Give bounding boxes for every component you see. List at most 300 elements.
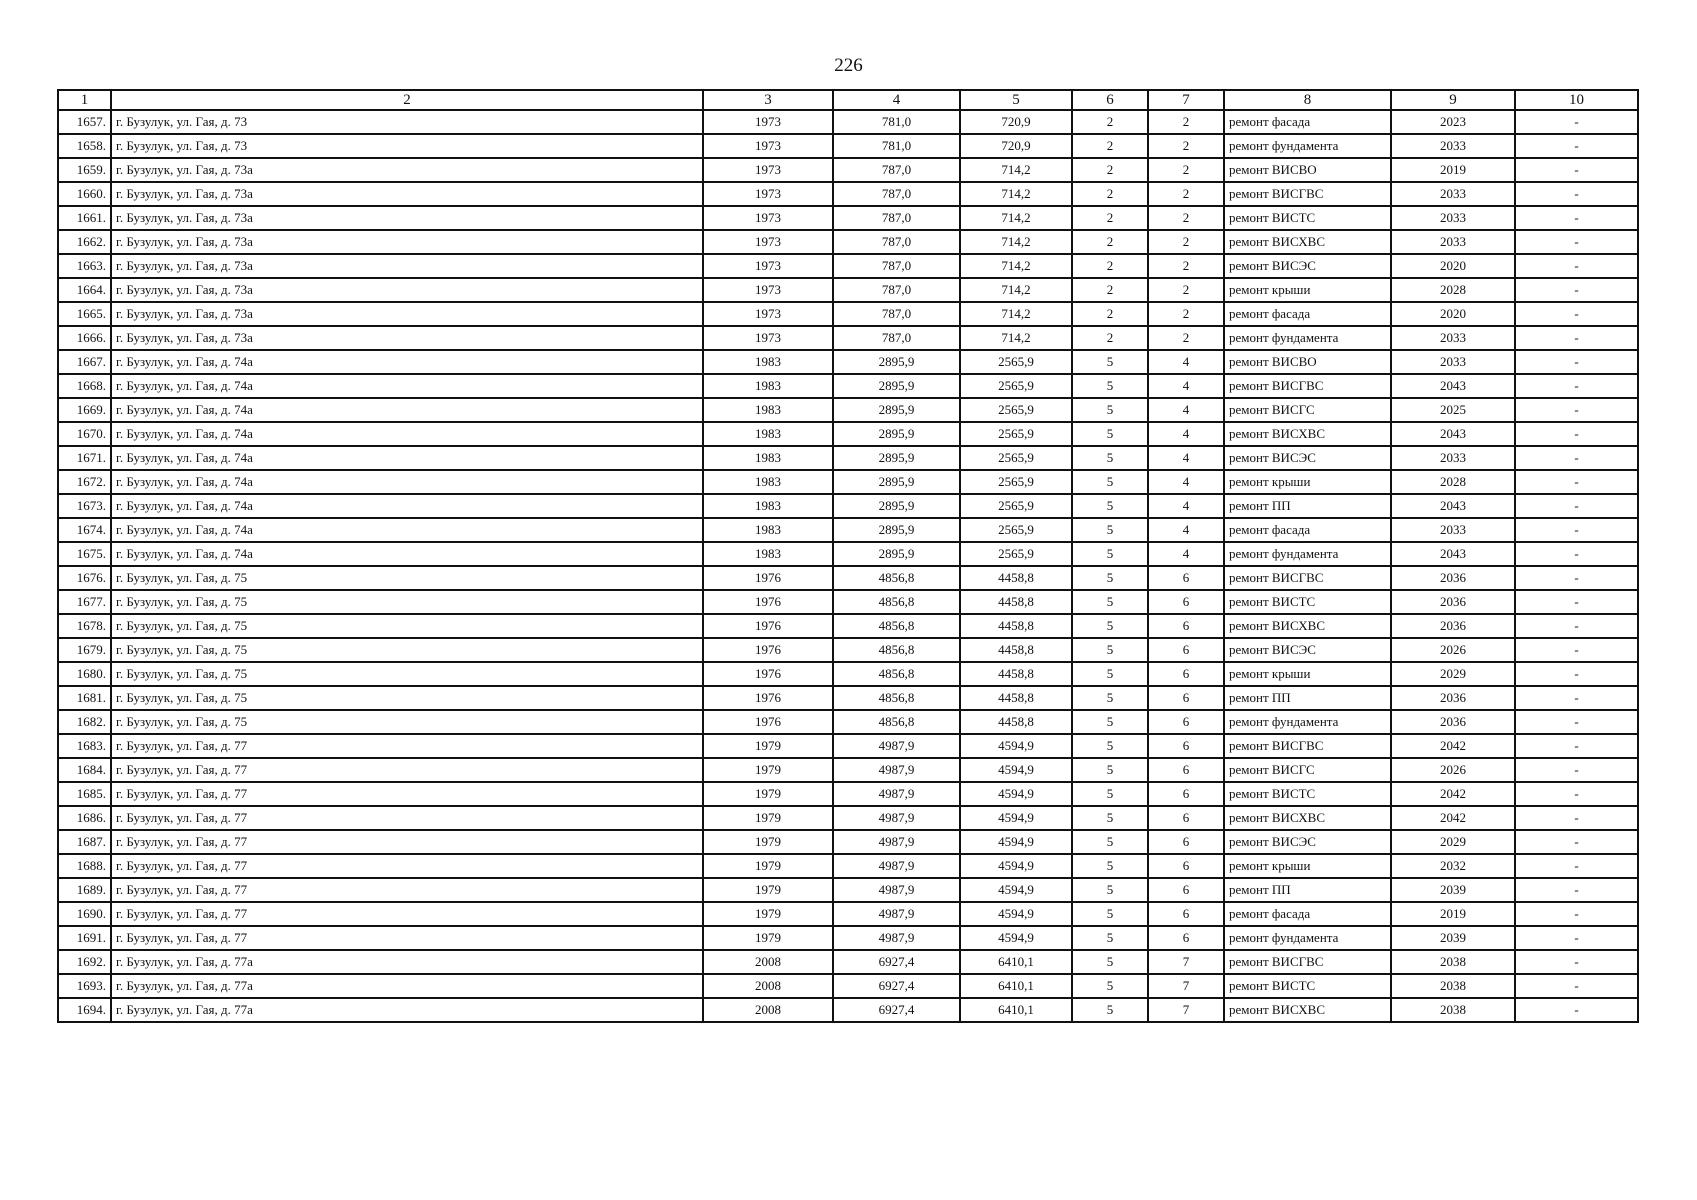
note-cell: - xyxy=(1515,710,1638,734)
note-cell: - xyxy=(1515,326,1638,350)
table-row xyxy=(58,638,1638,662)
living-area-cell: 4594,9 xyxy=(960,830,1072,854)
note-cell: - xyxy=(1515,134,1638,158)
planned-year-cell: 2033 xyxy=(1391,350,1515,374)
work-type-cell: ремонт ВИСТС xyxy=(1224,782,1391,806)
year-built-cell: 1979 xyxy=(703,854,833,878)
year-built-cell: 1973 xyxy=(703,230,833,254)
planned-year-cell: 2023 xyxy=(1391,110,1515,134)
floors-cell: 5 xyxy=(1072,686,1148,710)
table-row xyxy=(58,614,1638,638)
floors-cell: 5 xyxy=(1072,518,1148,542)
floors-cell: 5 xyxy=(1072,926,1148,950)
work-type-cell: ремонт ВИСХВС xyxy=(1224,422,1391,446)
address-cell: г. Бузулук, ул. Гая, д. 77 xyxy=(111,854,703,878)
planned-year-cell: 2033 xyxy=(1391,446,1515,470)
note-cell: - xyxy=(1515,350,1638,374)
planned-year-cell: 2043 xyxy=(1391,494,1515,518)
row-number-cell: 1668. xyxy=(58,374,111,398)
living-area-cell: 714,2 xyxy=(960,158,1072,182)
address-cell: г. Бузулук, ул. Гая, д. 77 xyxy=(111,902,703,926)
year-built-cell: 1979 xyxy=(703,878,833,902)
row-number-cell: 1679. xyxy=(58,638,111,662)
living-area-cell: 4594,9 xyxy=(960,782,1072,806)
work-type-cell: ремонт ВИСЭС xyxy=(1224,446,1391,470)
total-area-cell: 4987,9 xyxy=(833,782,960,806)
column-header-3: 3 xyxy=(703,90,833,110)
floors-cell: 5 xyxy=(1072,614,1148,638)
entrances-cell: 6 xyxy=(1148,662,1224,686)
row-number-cell: 1677. xyxy=(58,590,111,614)
row-number-cell: 1686. xyxy=(58,806,111,830)
floors-cell: 5 xyxy=(1072,638,1148,662)
address-cell: г. Бузулук, ул. Гая, д. 74а xyxy=(111,470,703,494)
row-number-cell: 1687. xyxy=(58,830,111,854)
planned-year-cell: 2019 xyxy=(1391,158,1515,182)
year-built-cell: 1983 xyxy=(703,542,833,566)
row-number-cell: 1689. xyxy=(58,878,111,902)
entrances-cell: 7 xyxy=(1148,998,1224,1022)
address-cell: г. Бузулук, ул. Гая, д. 73а xyxy=(111,326,703,350)
year-built-cell: 1973 xyxy=(703,278,833,302)
note-cell: - xyxy=(1515,446,1638,470)
table-row xyxy=(58,158,1638,182)
living-area-cell: 4594,9 xyxy=(960,902,1072,926)
table-row xyxy=(58,422,1638,446)
address-cell: г. Бузулук, ул. Гая, д. 73а xyxy=(111,182,703,206)
floors-cell: 5 xyxy=(1072,734,1148,758)
planned-year-cell: 2036 xyxy=(1391,686,1515,710)
entrances-cell: 4 xyxy=(1148,398,1224,422)
table-row xyxy=(58,326,1638,350)
living-area-cell: 4594,9 xyxy=(960,734,1072,758)
entrances-cell: 2 xyxy=(1148,182,1224,206)
floors-cell: 5 xyxy=(1072,782,1148,806)
living-area-cell: 6410,1 xyxy=(960,974,1072,998)
table-row xyxy=(58,806,1638,830)
column-header-5: 5 xyxy=(960,90,1072,110)
planned-year-cell: 2043 xyxy=(1391,422,1515,446)
note-cell: - xyxy=(1515,566,1638,590)
planned-year-cell: 2038 xyxy=(1391,950,1515,974)
note-cell: - xyxy=(1515,422,1638,446)
work-type-cell: ремонт ВИСГС xyxy=(1224,398,1391,422)
living-area-cell: 2565,9 xyxy=(960,350,1072,374)
living-area-cell: 4458,8 xyxy=(960,566,1072,590)
entrances-cell: 4 xyxy=(1148,446,1224,470)
address-cell: г. Бузулук, ул. Гая, д. 77 xyxy=(111,806,703,830)
floors-cell: 5 xyxy=(1072,566,1148,590)
year-built-cell: 1973 xyxy=(703,302,833,326)
work-type-cell: ремонт ВИСХВС xyxy=(1224,806,1391,830)
work-type-cell: ремонт ВИСЭС xyxy=(1224,830,1391,854)
entrances-cell: 6 xyxy=(1148,854,1224,878)
living-area-cell: 4594,9 xyxy=(960,926,1072,950)
total-area-cell: 6927,4 xyxy=(833,950,960,974)
note-cell: - xyxy=(1515,758,1638,782)
work-type-cell: ремонт ПП xyxy=(1224,686,1391,710)
year-built-cell: 1983 xyxy=(703,374,833,398)
row-number-cell: 1685. xyxy=(58,782,111,806)
row-number-cell: 1682. xyxy=(58,710,111,734)
total-area-cell: 787,0 xyxy=(833,206,960,230)
year-built-cell: 1983 xyxy=(703,494,833,518)
table-row xyxy=(58,758,1638,782)
table-row xyxy=(58,566,1638,590)
year-built-cell: 1983 xyxy=(703,422,833,446)
address-cell: г. Бузулук, ул. Гая, д. 75 xyxy=(111,590,703,614)
table-row xyxy=(58,710,1638,734)
table-row xyxy=(58,494,1638,518)
living-area-cell: 2565,9 xyxy=(960,542,1072,566)
planned-year-cell: 2036 xyxy=(1391,566,1515,590)
table-header-row xyxy=(58,90,1638,110)
living-area-cell: 714,2 xyxy=(960,326,1072,350)
total-area-cell: 4856,8 xyxy=(833,686,960,710)
total-area-cell: 2895,9 xyxy=(833,470,960,494)
address-cell: г. Бузулук, ул. Гая, д. 77а xyxy=(111,974,703,998)
year-built-cell: 1979 xyxy=(703,806,833,830)
year-built-cell: 1983 xyxy=(703,398,833,422)
planned-year-cell: 2032 xyxy=(1391,854,1515,878)
living-area-cell: 714,2 xyxy=(960,302,1072,326)
year-built-cell: 1983 xyxy=(703,518,833,542)
entrances-cell: 6 xyxy=(1148,590,1224,614)
entrances-cell: 4 xyxy=(1148,350,1224,374)
entrances-cell: 6 xyxy=(1148,614,1224,638)
note-cell: - xyxy=(1515,950,1638,974)
floors-cell: 5 xyxy=(1072,878,1148,902)
row-number-cell: 1659. xyxy=(58,158,111,182)
planned-year-cell: 2039 xyxy=(1391,878,1515,902)
entrances-cell: 2 xyxy=(1148,230,1224,254)
address-cell: г. Бузулук, ул. Гая, д. 73а xyxy=(111,278,703,302)
floors-cell: 5 xyxy=(1072,446,1148,470)
living-area-cell: 4458,8 xyxy=(960,590,1072,614)
note-cell: - xyxy=(1515,638,1638,662)
living-area-cell: 714,2 xyxy=(960,278,1072,302)
address-cell: г. Бузулук, ул. Гая, д. 73а xyxy=(111,206,703,230)
work-type-cell: ремонт ВИСГС xyxy=(1224,758,1391,782)
note-cell: - xyxy=(1515,182,1638,206)
year-built-cell: 1976 xyxy=(703,590,833,614)
table-row xyxy=(58,734,1638,758)
floors-cell: 2 xyxy=(1072,134,1148,158)
entrances-cell: 6 xyxy=(1148,878,1224,902)
address-cell: г. Бузулук, ул. Гая, д. 73а xyxy=(111,158,703,182)
year-built-cell: 1979 xyxy=(703,926,833,950)
total-area-cell: 2895,9 xyxy=(833,422,960,446)
row-number-cell: 1678. xyxy=(58,614,111,638)
note-cell: - xyxy=(1515,302,1638,326)
living-area-cell: 4594,9 xyxy=(960,758,1072,782)
total-area-cell: 4856,8 xyxy=(833,710,960,734)
floors-cell: 2 xyxy=(1072,182,1148,206)
planned-year-cell: 2020 xyxy=(1391,254,1515,278)
total-area-cell: 4987,9 xyxy=(833,830,960,854)
work-type-cell: ремонт фасада xyxy=(1224,902,1391,926)
note-cell: - xyxy=(1515,470,1638,494)
note-cell: - xyxy=(1515,806,1638,830)
table-row xyxy=(58,782,1638,806)
living-area-cell: 2565,9 xyxy=(960,446,1072,470)
work-type-cell: ремонт ВИСГВС xyxy=(1224,950,1391,974)
planned-year-cell: 2039 xyxy=(1391,926,1515,950)
total-area-cell: 2895,9 xyxy=(833,494,960,518)
floors-cell: 5 xyxy=(1072,398,1148,422)
floors-cell: 5 xyxy=(1072,422,1148,446)
planned-year-cell: 2019 xyxy=(1391,902,1515,926)
row-number-cell: 1663. xyxy=(58,254,111,278)
table-row xyxy=(58,878,1638,902)
total-area-cell: 4856,8 xyxy=(833,590,960,614)
total-area-cell: 6927,4 xyxy=(833,974,960,998)
entrances-cell: 4 xyxy=(1148,470,1224,494)
address-cell: г. Бузулук, ул. Гая, д. 74а xyxy=(111,494,703,518)
year-built-cell: 1973 xyxy=(703,158,833,182)
note-cell: - xyxy=(1515,854,1638,878)
note-cell: - xyxy=(1515,398,1638,422)
year-built-cell: 1979 xyxy=(703,830,833,854)
table-row xyxy=(58,950,1638,974)
table-row xyxy=(58,350,1638,374)
table-row xyxy=(58,686,1638,710)
floors-cell: 5 xyxy=(1072,374,1148,398)
living-area-cell: 714,2 xyxy=(960,182,1072,206)
row-number-cell: 1666. xyxy=(58,326,111,350)
living-area-cell: 2565,9 xyxy=(960,518,1072,542)
work-type-cell: ремонт ВИСХВС xyxy=(1224,998,1391,1022)
table-row xyxy=(58,302,1638,326)
living-area-cell: 714,2 xyxy=(960,206,1072,230)
note-cell: - xyxy=(1515,902,1638,926)
total-area-cell: 781,0 xyxy=(833,110,960,134)
table-row xyxy=(58,830,1638,854)
row-number-cell: 1657. xyxy=(58,110,111,134)
total-area-cell: 4987,9 xyxy=(833,758,960,782)
row-number-cell: 1693. xyxy=(58,974,111,998)
floors-cell: 5 xyxy=(1072,998,1148,1022)
address-cell: г. Бузулук, ул. Гая, д. 75 xyxy=(111,566,703,590)
total-area-cell: 6927,4 xyxy=(833,998,960,1022)
entrances-cell: 4 xyxy=(1148,422,1224,446)
entrances-cell: 2 xyxy=(1148,326,1224,350)
living-area-cell: 6410,1 xyxy=(960,950,1072,974)
row-number-cell: 1684. xyxy=(58,758,111,782)
total-area-cell: 4856,8 xyxy=(833,662,960,686)
planned-year-cell: 2020 xyxy=(1391,302,1515,326)
table-row xyxy=(58,854,1638,878)
total-area-cell: 4856,8 xyxy=(833,614,960,638)
planned-year-cell: 2036 xyxy=(1391,614,1515,638)
floors-cell: 5 xyxy=(1072,494,1148,518)
living-area-cell: 2565,9 xyxy=(960,422,1072,446)
note-cell: - xyxy=(1515,974,1638,998)
living-area-cell: 2565,9 xyxy=(960,470,1072,494)
living-area-cell: 720,9 xyxy=(960,134,1072,158)
floors-cell: 5 xyxy=(1072,758,1148,782)
year-built-cell: 2008 xyxy=(703,974,833,998)
year-built-cell: 1979 xyxy=(703,758,833,782)
table-body xyxy=(58,110,1638,1022)
total-area-cell: 4987,9 xyxy=(833,902,960,926)
address-cell: г. Бузулук, ул. Гая, д. 73а xyxy=(111,302,703,326)
table-row xyxy=(58,518,1638,542)
year-built-cell: 2008 xyxy=(703,950,833,974)
address-cell: г. Бузулук, ул. Гая, д. 77 xyxy=(111,758,703,782)
floors-cell: 5 xyxy=(1072,830,1148,854)
row-number-cell: 1661. xyxy=(58,206,111,230)
floors-cell: 2 xyxy=(1072,230,1148,254)
entrances-cell: 6 xyxy=(1148,734,1224,758)
total-area-cell: 4856,8 xyxy=(833,638,960,662)
note-cell: - xyxy=(1515,158,1638,182)
floors-cell: 2 xyxy=(1072,206,1148,230)
floors-cell: 2 xyxy=(1072,158,1148,182)
planned-year-cell: 2038 xyxy=(1391,998,1515,1022)
note-cell: - xyxy=(1515,230,1638,254)
note-cell: - xyxy=(1515,374,1638,398)
floors-cell: 5 xyxy=(1072,854,1148,878)
note-cell: - xyxy=(1515,998,1638,1022)
work-type-cell: ремонт фундамента xyxy=(1224,542,1391,566)
living-area-cell: 4458,8 xyxy=(960,710,1072,734)
planned-year-cell: 2026 xyxy=(1391,758,1515,782)
column-header-8: 8 xyxy=(1224,90,1391,110)
page-number: 226 xyxy=(834,55,863,76)
address-cell: г. Бузулук, ул. Гая, д. 73 xyxy=(111,134,703,158)
total-area-cell: 2895,9 xyxy=(833,446,960,470)
planned-year-cell: 2026 xyxy=(1391,638,1515,662)
address-cell: г. Бузулук, ул. Гая, д. 74а xyxy=(111,374,703,398)
row-number-cell: 1675. xyxy=(58,542,111,566)
address-cell: г. Бузулук, ул. Гая, д. 75 xyxy=(111,686,703,710)
row-number-cell: 1692. xyxy=(58,950,111,974)
living-area-cell: 4458,8 xyxy=(960,662,1072,686)
planned-year-cell: 2033 xyxy=(1391,182,1515,206)
note-cell: - xyxy=(1515,878,1638,902)
total-area-cell: 787,0 xyxy=(833,158,960,182)
entrances-cell: 6 xyxy=(1148,806,1224,830)
row-number-cell: 1665. xyxy=(58,302,111,326)
total-area-cell: 2895,9 xyxy=(833,518,960,542)
work-type-cell: ремонт ВИСГВС xyxy=(1224,374,1391,398)
floors-cell: 2 xyxy=(1072,278,1148,302)
work-type-cell: ремонт ВИСГВС xyxy=(1224,182,1391,206)
address-cell: г. Бузулук, ул. Гая, д. 77а xyxy=(111,950,703,974)
note-cell: - xyxy=(1515,926,1638,950)
work-type-cell: ремонт фасада xyxy=(1224,302,1391,326)
work-type-cell: ремонт крыши xyxy=(1224,470,1391,494)
address-cell: г. Бузулук, ул. Гая, д. 77 xyxy=(111,782,703,806)
entrances-cell: 2 xyxy=(1148,134,1224,158)
floors-cell: 5 xyxy=(1072,902,1148,926)
year-built-cell: 1973 xyxy=(703,110,833,134)
entrances-cell: 2 xyxy=(1148,158,1224,182)
year-built-cell: 1976 xyxy=(703,662,833,686)
table-row xyxy=(58,902,1638,926)
planned-year-cell: 2029 xyxy=(1391,662,1515,686)
floors-cell: 2 xyxy=(1072,326,1148,350)
planned-year-cell: 2036 xyxy=(1391,590,1515,614)
note-cell: - xyxy=(1515,614,1638,638)
work-type-cell: ремонт ВИСТС xyxy=(1224,974,1391,998)
work-type-cell: ремонт ПП xyxy=(1224,494,1391,518)
note-cell: - xyxy=(1515,206,1638,230)
year-built-cell: 1973 xyxy=(703,182,833,206)
table-row xyxy=(58,446,1638,470)
floors-cell: 5 xyxy=(1072,974,1148,998)
entrances-cell: 4 xyxy=(1148,374,1224,398)
planned-year-cell: 2033 xyxy=(1391,134,1515,158)
entrances-cell: 6 xyxy=(1148,710,1224,734)
table-row xyxy=(58,254,1638,278)
work-type-cell: ремонт фундамента xyxy=(1224,926,1391,950)
entrances-cell: 2 xyxy=(1148,110,1224,134)
total-area-cell: 2895,9 xyxy=(833,350,960,374)
total-area-cell: 2895,9 xyxy=(833,542,960,566)
floors-cell: 2 xyxy=(1072,302,1148,326)
address-cell: г. Бузулук, ул. Гая, д. 77 xyxy=(111,926,703,950)
note-cell: - xyxy=(1515,518,1638,542)
column-header-10: 10 xyxy=(1515,90,1638,110)
floors-cell: 5 xyxy=(1072,470,1148,494)
column-header-2: 2 xyxy=(111,90,703,110)
planned-year-cell: 2033 xyxy=(1391,326,1515,350)
table-row xyxy=(58,542,1638,566)
table-row xyxy=(58,230,1638,254)
planned-year-cell: 2029 xyxy=(1391,830,1515,854)
work-type-cell: ремонт фундамента xyxy=(1224,710,1391,734)
note-cell: - xyxy=(1515,830,1638,854)
year-built-cell: 1976 xyxy=(703,566,833,590)
row-number-cell: 1669. xyxy=(58,398,111,422)
total-area-cell: 787,0 xyxy=(833,302,960,326)
entrances-cell: 7 xyxy=(1148,974,1224,998)
planned-year-cell: 2043 xyxy=(1391,374,1515,398)
address-cell: г. Бузулук, ул. Гая, д. 77 xyxy=(111,878,703,902)
address-cell: г. Бузулук, ул. Гая, д. 74а xyxy=(111,422,703,446)
year-built-cell: 1983 xyxy=(703,350,833,374)
total-area-cell: 787,0 xyxy=(833,182,960,206)
work-type-cell: ремонт ВИСВО xyxy=(1224,158,1391,182)
work-type-cell: ремонт крыши xyxy=(1224,278,1391,302)
address-cell: г. Бузулук, ул. Гая, д. 73а xyxy=(111,254,703,278)
column-header-6: 6 xyxy=(1072,90,1148,110)
row-number-cell: 1671. xyxy=(58,446,111,470)
work-type-cell: ремонт ВИСЭС xyxy=(1224,254,1391,278)
total-area-cell: 787,0 xyxy=(833,278,960,302)
note-cell: - xyxy=(1515,590,1638,614)
living-area-cell: 714,2 xyxy=(960,230,1072,254)
table-row xyxy=(58,398,1638,422)
total-area-cell: 4987,9 xyxy=(833,854,960,878)
address-cell: г. Бузулук, ул. Гая, д. 75 xyxy=(111,614,703,638)
total-area-cell: 787,0 xyxy=(833,230,960,254)
note-cell: - xyxy=(1515,110,1638,134)
year-built-cell: 1976 xyxy=(703,614,833,638)
row-number-cell: 1690. xyxy=(58,902,111,926)
table-row xyxy=(58,206,1638,230)
planned-year-cell: 2025 xyxy=(1391,398,1515,422)
planned-year-cell: 2033 xyxy=(1391,518,1515,542)
row-number-cell: 1672. xyxy=(58,470,111,494)
column-header-7: 7 xyxy=(1148,90,1224,110)
living-area-cell: 4594,9 xyxy=(960,854,1072,878)
floors-cell: 5 xyxy=(1072,662,1148,686)
address-cell: г. Бузулук, ул. Гая, д. 73а xyxy=(111,230,703,254)
total-area-cell: 2895,9 xyxy=(833,374,960,398)
